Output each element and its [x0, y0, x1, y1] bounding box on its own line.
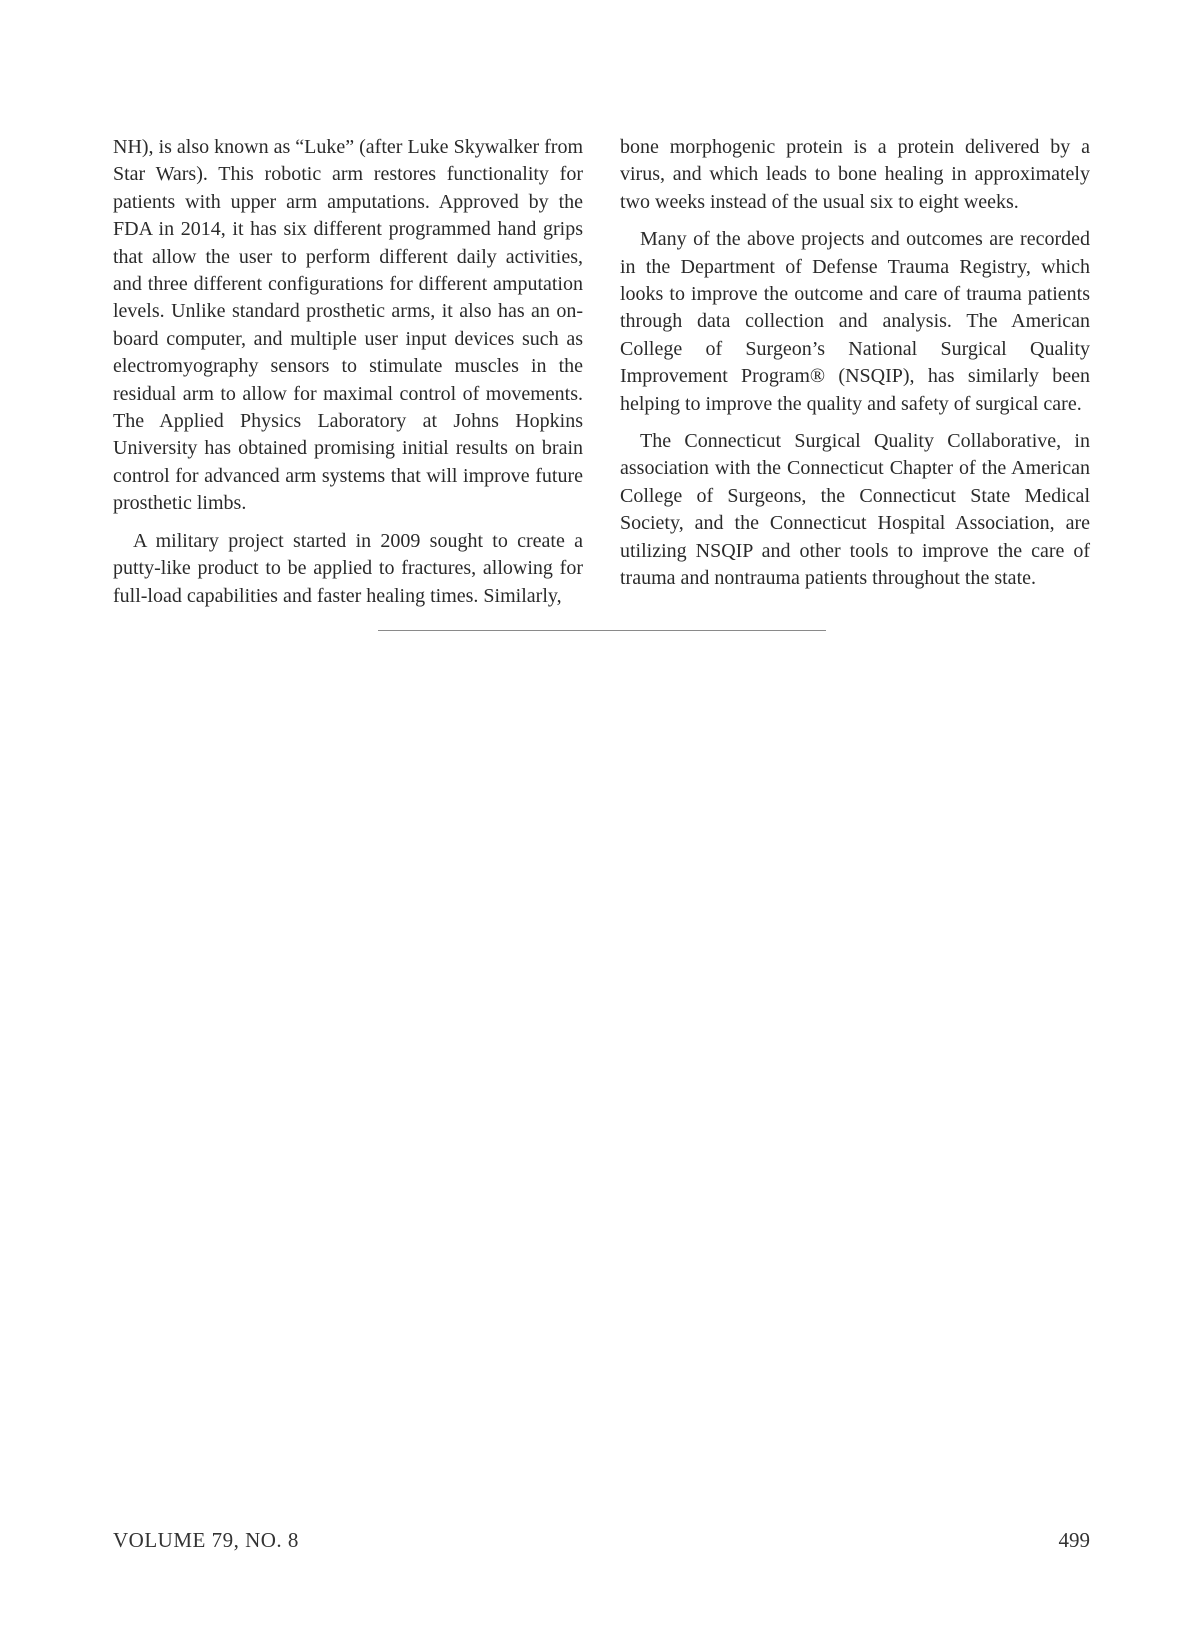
- right-paragraph-3: The Connecticut Surgical Quality Collaborative, in association with the Connecticut Chapter of the American College of Surgeons, the Connecticut State Medical Society, and the Connecticut Hospital Association, are utilizing NSQIP and other tools to improve the care of trauma and nontrauma patients throughout the state.: [620, 430, 1090, 590]
- left-paragraph-1: NH), is also known as “Luke” (after Luke Skywalker from Star Wars). This robotic arm restores functionality for patients with upper arm amputations. Approved by the FDA in 2014, it has six different programmed hand grips that allow the user to perform different daily activities, and three different configurations for different amputation levels. Unlike standard prosthetic arms, it also has an on-board computer, and multiple user input devices such as electromyography sensors to stimulate muscles in the residual arm to allow for maximal control of movements. The Applied Physics Laboratory at Johns Hopkins University has obtained promising initial results on brain control for advanced arm systems that will improve future prosthetic limbs.: [113, 136, 583, 515]
- left-column: [113, 134, 583, 620]
- volume-label: VOLUME 79, NO. 8: [113, 1528, 299, 1552]
- page-number: 499: [1058, 1528, 1090, 1552]
- right-paragraph-1: bone morphogenic protein is a protein delivered by a virus, and which leads to bone healing in approximately two weeks instead of the usual six to eight weeks.: [620, 136, 1090, 213]
- right-paragraph-2: Many of the above projects and outcomes are recorded in the Department of Defense Trauma Registry, which looks to improve the outcome and care of trauma patients through data collection and analysis. The American College of Surgeon’s National Surgical Quality Improvement Program® (NSQIP), has similarly been helping to improve the quality and safety of surgical care.: [620, 228, 1090, 415]
- left-paragraph-2: A military project started in 2009 sought to create a putty-like product to be applied to fractures, allowing for full-load capabilities and faster healing times. Similarly,: [113, 529, 583, 607]
- section-divider: [378, 630, 826, 631]
- right-column: [620, 134, 1090, 603]
